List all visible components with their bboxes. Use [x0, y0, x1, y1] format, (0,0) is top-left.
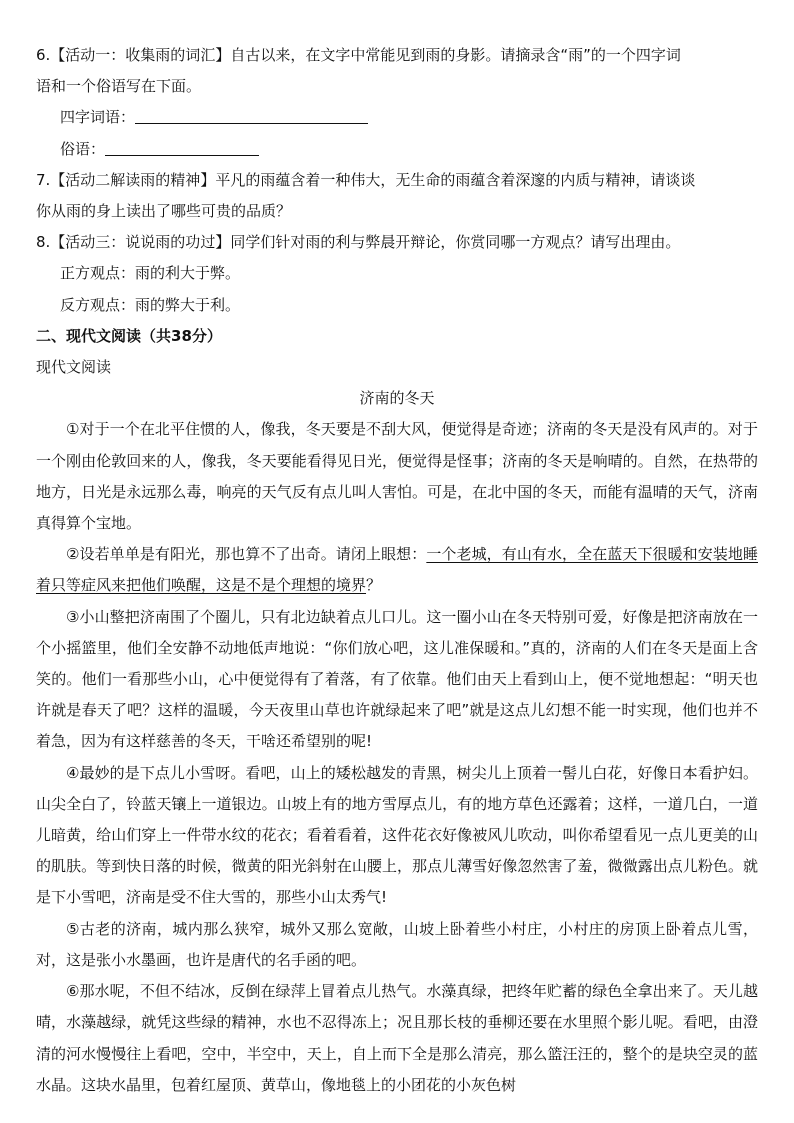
proverb-answer-blank[interactable] [105, 138, 259, 156]
article-paragraph-1: ①对于一个在北平住惯的人，像我，冬天要是不刮大风，便觉得是奇迹；济南的冬天是没有风声的。对于一个刚由伦敦回来的人，像我，冬天要能看得见日光，便觉得是怪事；济南的冬天是响晴的。自然，在热带的地方，日光是永远那么毒，响亮的天气反有点儿叫人害怕。可是，在北中国的冬天，而能有温晴的天气，济南真得算个宝地。 [36, 420, 758, 533]
four-char-word-label: 四字词语： [60, 108, 136, 127]
question-8-line-1: 8.【活动三：说说雨的功过】同学们针对雨的利与弊晨开辩论，你赏同哪一方观点？请写出理由。 [36, 233, 681, 252]
four-char-word-row [36, 102, 758, 133]
underlined-sentence: 一个老城，有山有水，全在蓝天下很暖和安装地睡着只等症风来把他们唤醒，这是不是个理想的境界 [36, 545, 758, 595]
article-paragraph-6: ⑥那水呢，不但不结冰，反倒在绿萍上冒着点儿热气。水藻真绿，把终年贮蓄的绿色全拿出来了。天儿越晴，水藻越绿，就凭这些绿的精神，水也不忍得冻上；况且那长枝的垂柳还要在水里照个影儿呢。看吧，由澄清的河水慢慢往上看吧，空中，半空中，天上，自上而下全是那么清亮，那么篮汪汪的，整个的是块空灵的蓝水晶。这块水晶里，包着红屋顶、黄草山，像地毯上的小团花的小灰色树 [36, 982, 758, 1094]
section-subheading: 现代文阅读 [36, 358, 112, 377]
question-7-line-2: 你从雨的身上读出了哪些可贵的品质？ [36, 202, 292, 221]
article-paragraph-3: ③小山整把济南围了个圈儿，只有北边缺着点儿口儿。这一圈小山在冬天特别可爱，好像是把济南放在一个小摇篮里，他们全安静不动地低声地说：“你们放心吧，这儿准保暖和。”真的，济南的人们在冬天是面上含笑的。他们一看那些小山，心中便觉得有了着落，有了依靠。他们由天上看到山上，便不觉地想起：“明天也许就是春天了吧？这样的温暖，今天夜里山草也许就绿起来了吧”就是这点儿幻想不能一时实现，他们也并不着急，因为有这样慈善的冬天，干啥还希望别的呢! [36, 607, 758, 751]
con-viewpoint: 反方观点：雨的弊大于利。 [60, 295, 241, 314]
exam-page [36, 40, 758, 1101]
question-7-line-1: 7.【活动二解读雨的精神】平凡的雨蕴含着一种伟大，无生命的雨蕴含着深邃的内质与精神，请谈谈 [36, 170, 696, 189]
proverb-label: 俗语： [60, 139, 106, 158]
paragraph-2-end: ？ [366, 576, 382, 595]
article-paragraph-2 [36, 539, 758, 601]
section-heading: 二、现代文阅读（共38分） [36, 326, 222, 345]
four-char-word-answer-blank[interactable] [135, 106, 368, 124]
paragraph-2-lead: ②设若单单是有阳光，那也算不了出奇。请闭上眼想： [66, 545, 427, 564]
article-paragraph-4: ④最妙的是下点儿小雪呀。看吧，山上的矮松越发的青黑，树尖儿上顶着一髻儿白花，好像日本看护妇。山尖全白了，铃蓝天镶上一道银边。山坡上有的地方雪厚点儿，有的地方草色还露着；这样，一道几白，一道儿暗黄，给山们穿上一件带水纹的花衣；看着看着，这件花衣好像被风儿吹动，叫你希望看见一点儿更美的山的肌肤。等到快日落的时候，微黄的阳光斜射在山腰上，那点儿薄雪好像忽然害了羞，微微露出点儿粉色。就是下小雪吧，济南是受不住大雪的，那些小山太秀气! [36, 763, 758, 907]
article-title: 济南的冬天 [359, 389, 435, 408]
proverb-row [36, 134, 758, 165]
question-6-line-2: 语和一个俗语写在下面。 [36, 77, 202, 96]
article-paragraph-5: ⑤古老的济南，城内那么狭窄，城外又那么宽敞，山坡上卧着些小村庄，小村庄的房顶上卧着点儿雪，对，这是张小水墨画，也许是唐代的名手函的吧。 [36, 919, 758, 969]
question-6-line-1: 6.【活动一：收集雨的词汇】自古以来，在文字中常能见到雨的身影。请摘录含“雨”的一个四字词 [36, 46, 681, 64]
pro-viewpoint: 正方观点：雨的利大于弊。 [60, 264, 241, 283]
